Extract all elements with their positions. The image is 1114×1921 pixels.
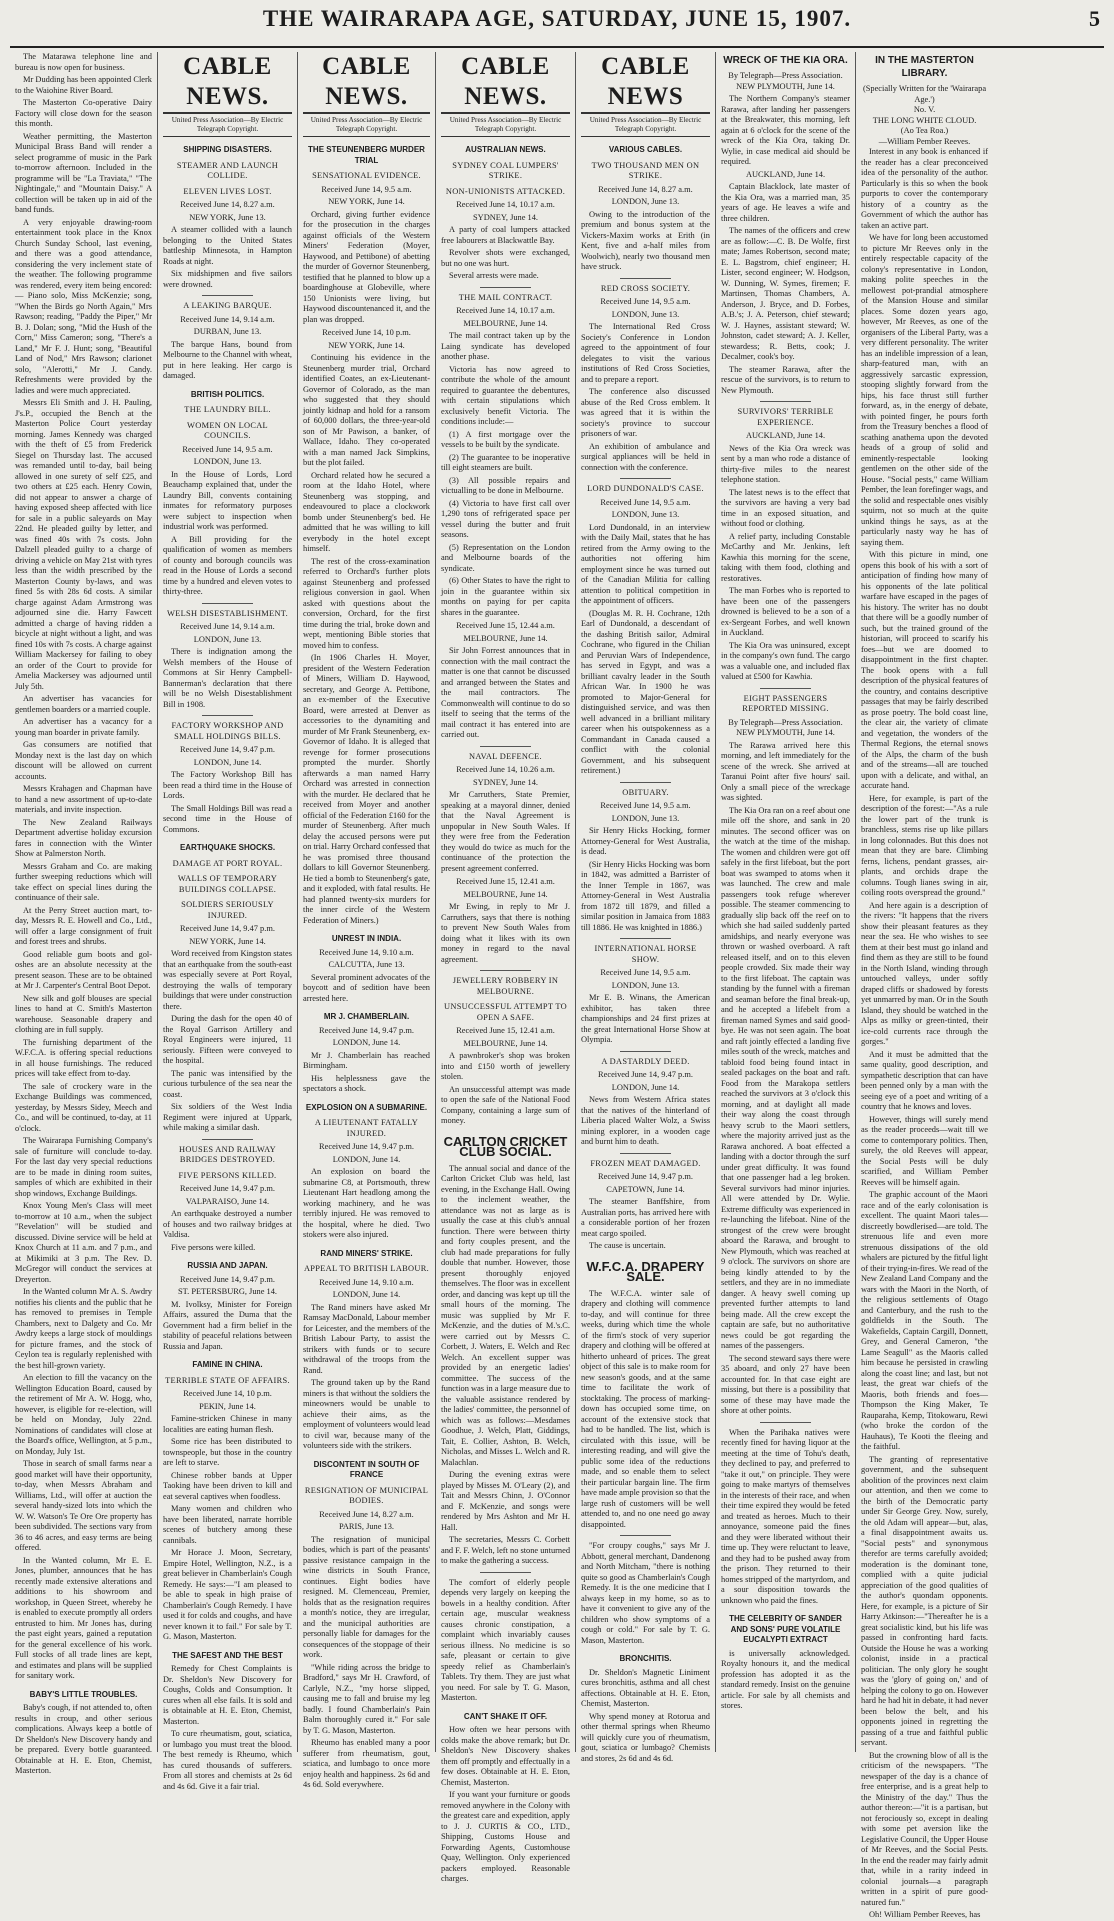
paragraph: The ground taken up by the Rand miners is that without the soldiers the mineowners would be unable to achieve their aims, as the employment of volunteers would lead to civil war, because many of the volunteers side with the strikers. [303, 1378, 430, 1450]
paragraph: Interest in any book is enhanced if the reader has a clear preconceived idea of the personality of the author. Particularly is this so when the book purports to cover the contemporary history of a country as the Government of which the author has taken an active part. [861, 147, 988, 230]
centered-line: (Ao Tea Roa.) [900, 126, 949, 135]
paragraph: Lord Dundonald, in an interview with the Daily Mail, states that he has retired from the Army owing to the authorities not offering him employment since he was turned out of the Canadian Militia for calling attention to political competition in the appointment of officers. [581, 522, 710, 605]
paragraph: The W.F.C.A. winter sale of drapery and clothing will commence to-day, and will continue for three weeks, during which time the whole of the firm's stock of very superior drapery and clothing will be offered at hitherto unheard of prices. The great object of this sale is to make room for new season's goods, and at the same time to facilitate the work of stocktaking. The process of marking-down has occupied some time, on account of the extensive stock that had to be handled. The list, which is circulated with this issue, will be interesting reading, and will give the public some idea of the reductions made, and so enable them to select their particular bargain line. The firm have made ample provision so that the large rush of customers will be well attended to, and no one need go away disappointed. [581, 1288, 710, 1529]
subheading: JEWELLERY ROBBERY IN MELBOURNE. [452, 976, 559, 996]
paragraph: In the Wanted column Mr A. S. Awdry notifies his clients and the public that he has removed to premises in Temple Chambers, next to Dalgety and Co. Mr Awdry keeps a large stock of mouldings for picture frames, and the stock of Ceylon tea is regularly replenished with the best hill-grown variety. [15, 1287, 152, 1370]
centered-line: (Specially Written for the 'Wairarapa Age.') [862, 84, 987, 104]
dateline: LONDON, June 14. [332, 1154, 401, 1164]
received-line: Received June 14, 9.5 a.m. [600, 497, 691, 507]
paragraph: His helplessness gave the spectators a shock. [303, 1073, 430, 1093]
paragraph: Sir John Forrest announces that in connection with the mail contract the matter is one that cannot be discussed and arranged between the States and the mail contractors. The Commonwealth will continue to do so itself to seeing that the terms of the mail contract it has entered into are carried out. [441, 646, 570, 739]
dateline: NEW PLYMOUTH, June 14. [736, 81, 835, 91]
received-line: Received June 14, 9.47 p.m. [180, 924, 275, 933]
paragraph: (4) Victoria to have first call over 1,290 tons of refrigerated space per vessel during the butter and fruit seasons. [441, 498, 570, 539]
divider [202, 1139, 254, 1140]
paragraph: Weather permitting, the Masterton Municipal Brass Band will render a select programme of music in the Park to-morrow afternoon. Included in the programme will be "La Traviata," "The Nightingale," and "Mountain Daisy." A collection will be taken up in aid of the band funds. [15, 131, 152, 214]
paragraph: Here, for example, is part of the description of the forest:—"As a rule the lower part of the trunk is branchless, stems rise up like pillars in long colonnades. But this does not mean that they are bare. Climbing ferns, lichens, pendant grasses, air-plants, and orchids drape the columns. Tough lianes swing in air, coiling roots overspread the ground." [861, 793, 988, 897]
paragraph: The Matarawa telephone line and bureau is now open for business. [15, 52, 152, 72]
paragraph: Sir Henry Hicks Hocking, former Attorney-General for West Australia, is dead. [581, 826, 710, 856]
paragraph: Gas consumers are notified that Monday next is the last day on which discount will be allowed on current accounts. [15, 740, 152, 781]
paragraph: The Small Holdings Bill was read a second time in the House of Commons. [163, 803, 292, 834]
dateline: NEW PLYMOUTH, June 14. [736, 728, 835, 737]
paragraph: An earthquake destroyed a number of houses and two railway bridges at Valdisa. [163, 1209, 292, 1239]
divider [620, 478, 672, 479]
dateline: LONDON, June 13. [611, 510, 680, 519]
received-line: Received June 14, 8.27 a.m. [180, 200, 275, 209]
paragraph: Why spend money at Rotorua and other thermal springs when Rheumo will quickly cure you of rheumatism, gout, sciatica or lumbago? Chemists and stores, 2s 6d and 4s 6d. [581, 1711, 710, 1763]
paragraph: A Bill providing for the qualification of women as members of county and borough councils was read in the House of Lords a second time by a hundred and eleven votes to thirty-three. [163, 534, 292, 596]
received-line: Received June 15, 12.41 a.m. [456, 1026, 555, 1035]
column-6 [716, 52, 856, 1752]
subheading: SURVIVORS' TERRIBLE EXPERIENCE. [737, 407, 834, 427]
byline: United Press Association—By Electric Telegraph Copyright. [163, 116, 292, 137]
subheading: THE MAIL CONTRACT. [458, 292, 553, 302]
paragraph: (Sir Henry Hicks Hocking was born in 1842, was admitted a Barrister of the Inner Temple in 1867, was Attorney-General in West Australia from 1872 till 1879, and filled a similar position in Jamaica from 1883 till 1886. He was knighted in 1886.) [581, 859, 710, 932]
paragraph: The steamer Banffshire, from Australian ports, has arrived here with a considerable portion of her frozen meat cargo spoiled. [581, 1197, 710, 1238]
dateline: CALCUTTA, June 13. [328, 960, 405, 969]
dateline: LONDON, June 14. [193, 757, 262, 767]
byline: United Press Association—By Electric Telegraph Copyright. [303, 116, 430, 137]
paragraph: How often we hear persons with colds make the above remark; but Dr. Sheldon's New Discovery shakes them off promptly and effectually in a few doses. Obtainable at H. E. Eton, Chemist, Masterton. [441, 1725, 570, 1787]
article-heading: BRITISH POLITICS. [190, 389, 265, 399]
subheading: FROZEN MEAT DAMAGED. [590, 1158, 701, 1168]
dateline: SYDNEY, June 14. [473, 777, 538, 787]
paragraph: Dr. Sheldon's Magnetic Liniment cures bronchitis, asthma and all chest affections. Obtainable at H. E. Eton, Chemist, Masterton. [581, 1667, 710, 1708]
dateline: NEW YORK, June 14. [328, 340, 405, 350]
paragraph: The Northern Company's steamer Rarawa, after landing her passengers at the Breakwater, this morning, left again at 6 o'clock for the scene of the wreck of the Kia Ora, taking Dr. Wylie, in case medical aid should be required. [721, 94, 850, 166]
article-heading: THE STEUNENBERG MURDER TRIAL [308, 145, 425, 165]
paragraph: The Rarawa arrived here this morning, and left immediately for the scene of the wreck. She arrived at Taranui Point after five hours' sail. Only a small piece of the wreckage was sighted. [721, 740, 850, 802]
paragraph: A very enjoyable drawing-room entertainment took place in the Knox Church Sunday School, last evening, and there was a good attendance, considering the very inclement state of the weather. The following programme was rendered, every item being encored:— Piano solo, Miss McKenzie; song, "When the Birds go North Again," Mrs Rawson; reading, "Paddy the Piper," Mr B. J. Dolan; song, "Mid the Hush of the Corn," Miss Cameron; song, "There's a Land," Mr F. J. Hunt; song, "Beautiful Land of Nod," Mrs Rawson; clarionet solo, "Alerotti," Mr J. Candy. Refreshments were provided by the ladies and were much appreciated. [15, 217, 152, 395]
subheading: RESIGNATION OF MUNICIPAL BODIES. [304, 1485, 429, 1505]
paragraph: There is indignation among the Welsh members of the House of Commons at Sir Henry Campbell-Bannerman's declaration that there will be no Welsh Disestablishment Bill in 1908. [163, 647, 292, 709]
paragraph: An advertiser has a vacancy for a young man boarder in private family. [15, 717, 152, 737]
paragraph: During the dash for the open 40 of the Royal Garrison Artillery and Royal Engineers were injured, 11 seriously. Fifteen were conveyed to the hospital. [163, 1014, 292, 1065]
paragraph: Several arrests were made. [449, 271, 539, 280]
received-line: Received June 14, 9.47 p.m. [180, 745, 275, 754]
subheading: A LEAKING BARQUE. [183, 301, 272, 310]
paragraph: New silk and golf blouses are special lines to hand at C. Smith's Masterton warehouse. Seasonable drapery and clothing are in full supply. [15, 993, 152, 1034]
received-line: Received June 14, 9.5 a.m. [182, 444, 273, 454]
dateline: PEKIN, June 14. [199, 1401, 256, 1411]
divider [620, 1535, 672, 1536]
paragraph: (5) Representation on the London and Melbourne boards of the syndicate. [441, 542, 570, 573]
paragraph: The Kia Ora was uninsured, except in the company's own fund. The cargo was a valuable one, and included flax valued at £500 for Kawhia. [721, 640, 850, 681]
subheading: A LIEUTENANT FATALLY INJURED. [314, 1118, 419, 1138]
paragraph: Orchard related how he secured a room at the Idaho Hotel, where Steunenberg was stopping, and endeavoured to place a clockwork bomb under Steunenberg's bed. He admitted that he was willing to kill everybody in the hotel except himself. [303, 470, 430, 553]
dateline: LONDON, June 14. [611, 1082, 680, 1092]
article-heading: EXPLOSION ON A SUBMARINE. [305, 1102, 428, 1112]
paragraph: The latest news is to the effect that the survivors are having a very bad time in an exposed situation, and without food or clothing. [721, 487, 850, 528]
subheading: INTERNATIONAL HORSE SHOW. [594, 944, 697, 964]
paragraph: Messrs Graham and Co. are making further sweeping reductions which will take effect on special lines during the continuance of their sale. [15, 861, 152, 902]
paragraph: The secretaries, Messrs C. Corbett and F. F. Welch, left no stone unturned to make the gathering a success. [441, 1535, 571, 1565]
article-heading: AUSTRALIAN NEWS. [465, 145, 546, 154]
received-line: Received June 14, 9.47 p.m. [598, 1172, 693, 1181]
centered-line: —William Pember Reeves. [878, 136, 971, 146]
subheading: RED CROSS SOCIETY. [600, 283, 691, 293]
section-masthead: CABLE NEWS. [163, 52, 292, 114]
subheading: WOMEN ON LOCAL COUNCILS. [187, 420, 268, 440]
page-number: 5 [1089, 6, 1100, 31]
paragraph: An unsuccessful attempt was made to open the safe of the National Food Company, containing a large sum of money. [441, 1084, 570, 1125]
paragraph: Mr Carruthers, State Premier, speaking at a mayoral dinner, denied that the Naval Agreement is unpopular in New South Wales. If they were free from the Federation they would do twice as much for the continuance of the protection the present agreement conferred. [441, 790, 570, 873]
paragraph: (In 1906 Charles H. Moyer, president of the Western Federation of Miners, William D. Haywood, secretary, and George A. Pettibone, an ex-member of the Executive Board, were arrested at Denver as accessories to the dynamiting and murder of Mr Frank Steunenberg, ex-Governor of Idaho. It is alleged that revenge for former prosecutions prompted the murder. Shortly afterwards a man named Harry Orchard was arrested in connection with the murder. He declared that he received from Moyer and another official of the Federation £160 for the murder of Steunenberg. After much delay the accused persons were put on trial. Harry Orchard confessed that he was promised three thousand dollars to kill Governor Steunenberg. He tied a bomb to Steunenberg's gate, and it exploded, with fatal results. He had planned twenty-six murders for the inner circle of the Western Federation of Miners.) [303, 653, 430, 925]
dateline: MELBOURNE, June 14. [463, 318, 548, 328]
paragraph: "While riding across the bridge to Bradford," says Mr H. Crawford, of Carlyle, N.Z., "my horse slipped, causing me to fall and bruise my leg badly. I found Chamberlain's Pain Balm thoroughly cured it." For sale by T. G. Mason, Masterton. [303, 1662, 430, 1735]
paragraph: Several prominent advocates of the boycott and of sedition have been arrested here. [303, 972, 430, 1003]
dateline: VALPARAISO, June 14. [185, 1196, 270, 1206]
column-7 [856, 52, 993, 1919]
received-line: Received June 15, 12.44 a.m. [456, 621, 555, 630]
masthead [10, 6, 1104, 48]
paragraph: With this picture in mind, one opens this book of his with a sort of anticipation of finding how many of his opponents of the late political warfare have escaped in the pages of his history. The writer has no doubt that there will be a goodly number of such, but the trained ground of the historian, will proceed to scarify his foes—but we are doomed to disappointment in the first chapter. The book opens with a full description of the physical features of the country, and contains descriptive passages that may be fairly described as prose poetry. The bold coast line, the clear air, the variety of climate and vegetation, the wonders of the Thermal Regions, the eternal snows of the Alps, the charm of the bush and of the streams—all are touched upon with a delicate, and withal, an accurate hand. [861, 550, 988, 790]
paragraph: Word received from Kingston states that an earthquake from the south-east was especially severe at Port Royal, destroying the walls of temporary buildings that were under construction there. [163, 949, 292, 1011]
paragraph: The second steward says there were 35 aboard, and only 27 have been accounted for. In that case eight are missing, but there is a possibility that some of these may have made the shore at other points. [721, 1353, 850, 1415]
subheading: HOUSES AND RAILWAY BRIDGES DESTROYED. [178, 1144, 277, 1164]
centered-line: By Telegraph—Press Association. [728, 71, 843, 80]
paragraph: (2) The guarantee to be inoperative till eight steamers are built. [441, 452, 570, 472]
subheading: EIGHT PASSENGERS REPORTED MISSING. [742, 693, 829, 713]
received-line: Received June 14, 9.47 p.m. [319, 1142, 414, 1151]
subheading: FACTORY WORKSHOP AND SMALL HOLDINGS BILLS. [171, 721, 284, 741]
subheading: WALLS OF TEMPORARY BUILDINGS COLLAPSE. [177, 874, 278, 894]
received-line: Received June 14, 9.47 p.m. [319, 1025, 414, 1035]
dateline: LONDON, June 14. [332, 1290, 401, 1299]
paragraph: Some rice has been distributed to townspeople, but those in the country are left to starve. [163, 1437, 292, 1467]
article-heading: RUSSIA AND JAPAN. [187, 1261, 268, 1270]
paragraph: Five persons were killed. [171, 1242, 256, 1252]
column-5 [576, 52, 716, 1763]
divider [480, 970, 532, 971]
dateline: LONDON, June 13. [611, 197, 680, 206]
article-heading: BRONCHITIS. [619, 1654, 672, 1663]
received-line: Received June 14, 9.5 a.m. [600, 801, 691, 810]
subheading: NAVAL DEFENCE. [469, 751, 542, 761]
divider [480, 1572, 532, 1573]
divider [202, 295, 254, 296]
received-line: Received June 14, 9.47 p.m. [180, 1274, 275, 1284]
subheading: UNSUCCESSFUL ATTEMPT TO OPEN A SAFE. [444, 1002, 567, 1022]
received-line: Received June 14, 9.10 a.m. [319, 947, 414, 957]
paragraph: The comfort of elderly people depends very largely on keeping the bowels in a healthy condition. After certain age, muscular weakness causes chronic constipation, a complaint which invariably causes serious illness. No medicine is so safe, pleasant or certain to give speedy relief as Chamberlain's Tablets. Try them. They are just what you need. For sale by T. G. Mason, Masterton. [441, 1577, 570, 1702]
dateline: LONDON, June 13. [193, 457, 262, 466]
paragraph: The barque Hans, bound from Melbourne to the Channel with wheat, put in here leaking. Her cargo is damaged. [163, 339, 292, 380]
paragraph: Mr J. Chamberlain has reached Birmingham. [303, 1050, 430, 1070]
paragraph: The Kia Ora ran on a reef about one mile off the shore, and sank in 20 minutes. The second officer was on the watch at the time of the mishap. The women and children were got off safely in the first lifeboat, but the port boat was swamped to atoms when it was launched. The crew and male passengers took refuge wherever possible. The steamer commencing to gradually slip back off the reef on to which she had sailed suddenly parted amidships, and nearly everyone was thrown or washed overboard. A raft released itself, and on to this eleven people crowded. Six made their way to the first lifeboat. The captain was standing by the funnel with a fireman and seaman before the final break-up, and he accepted a lifebelt from a fireman named Symes and said good-bye. He was not seen again. The boat and raft jointly effected a landing five miles south of the wreck, matches and tabloid food being found intact in sealed packages on the boat and raft. Food from the Marakopa settlers reached the survivors at 3 o'clock this morning, and at daylight all made their way along the coast through heavy scrub to the Maori settlers, where the majority arrived just as the Rarawa anchored. A boat effected a landing with a doctor through the surf under great difficulty. It was found that one passenger had a leg broken. Several survivors had minor injuries. All were attended by Dr. Wylie. Extreme difficulty was experienced in re-launching the lifeboat. Nine of the strongest of the crew were brought aboard the Rarawa, and brought to New Plymouth, which was reached at 9 o'clock. The survivors on shore are being kindly attended to by the settlers, and they are in no immediate danger. A heavy swell coming up prevented further attempts to land being made. All the crew except the captain are safe, but no authoritative news could be got regarding the names of the passengers. [721, 805, 850, 1350]
divider [480, 746, 532, 747]
subheading: A DASTARDLY DEED. [601, 1056, 690, 1066]
dateline: LONDON, June 13. [193, 634, 262, 644]
paragraph: Chinese robber bands at Upper Taoking have been driven to kill and eat several captives when foodless. [163, 1470, 292, 1501]
dateline: NEW YORK, June 14. [328, 197, 405, 206]
byline: United Press Association—By Electric Telegraph Copyright. [581, 116, 710, 137]
received-line: Received June 14, 10.17 a.m. [456, 306, 555, 315]
dateline: SYDNEY, June 14. [473, 212, 538, 222]
divider [202, 603, 254, 604]
dateline: ST. PETERSBURG, June 14. [178, 1287, 277, 1296]
divider [620, 938, 672, 939]
paragraph: During the evening extras were played by Misses M. O'Leary (2), and Tait and Messrs Chinn, J. O'Connor and F. McKenzie, and songs were rendered by Mrs Ashton and Mr H. Hall. [441, 1470, 570, 1532]
paragraph: Remedy for Chest Complaints is Dr. Sheldon's New Discovery for Coughs, Colds and Consumption. It cures when all else fails. It is sold and is obtainable at H. E. Eton, Chemist, Masterton. [163, 1664, 292, 1726]
paragraph: Revolver shots were exchanged, but no one was hurt. [441, 248, 570, 268]
paragraph: Baby's cough, if not attended to, often results in croup, and other serious complications. Always keep a bottle of Dr Sheldon's New Discovery handy and be prepared. Every bottle guaranteed. Obtainable at H. E. Eton, Chemist, Masterton. [15, 1703, 152, 1775]
subheading: TWO THOUSAND MEN ON STRIKE. [591, 160, 700, 180]
subheading: OBITUARY. [622, 787, 669, 797]
article-heading: EARTHQUAKE SHOCKS. [179, 843, 276, 852]
paragraph: The annual social and dance of the Carlton Cricket Club was held, last evening, in the Exchange Hall. Owing to the inclement weather, the attendance was not as large as is usually the case at this club's annual function. There were between thirty and forty couples present, and the club had made preparations for fully double that number. However, those present thoroughly enjoyed themselves. The floor was in excellent order, and dancing was kept up till the small hours of the morning. The music was supplied by Mr F. McKenzie, and the duties of M.'s.C. were carried out by Messrs C. Corbett, J. Waters, E. Welch and Rec Welch. An excellent supper was provided by an energetic ladies' committee. The success of the function was in a large measure due to the valuable assistance rendered by the ladies' committee, the personnel of which was as follows:—Mesdames Goodhue, J. Welch, Platt, Giddings, Tait, E. Collier, Ashton, B. Welch, Nicholas, and Misses L. Welch and R. Malachlan. [441, 1163, 570, 1467]
feature-heading: CARLTON CRICKET CLUB SOCIAL. [443, 1133, 568, 1159]
received-line: Received June 14, 9.5 a.m. [600, 968, 691, 977]
paragraph: But the crowning blow of all is the criticism of the newspapers. "The newspaper of the day is a chance of free enterprise, and is a great help to the Ministry of the day." Thus the author thereon:—"it is a partisan, but not ferociously so, except in dealing with some pet aversion like the Legislative Council, the Upper House of Mr Reeves, and the Social Pests. In the end the reader may fairly admit that, while in a rarity indeed in colonial journals—a paragraph written in a spirit of pure good-natured fun." [861, 1750, 988, 1907]
centered-line: THE LONG WHITE CLOUD. [872, 115, 977, 125]
subheading: FIVE PERSONS KILLED. [178, 1170, 277, 1180]
paragraph: The Rand miners have asked Mr Ramsay MacDonald, Labour member for Leicester, and the members of the British Labour Party, to assist the strikers with funds or to secure withdrawal of the troops from the Rand. [303, 1302, 430, 1375]
paragraph: Rheumo has enabled many a poor sufferer from rheumatism, gout, sciatica, and lumbago to once more enjoy health and happiness. 2s 6d and 4s 6d. Sold everywhere. [303, 1738, 430, 1789]
paragraph: Mr E. B. Winans, the American exhibitor, has taken three championships and 24 first prizes at the great International Horse Show at Olympia. [581, 993, 710, 1044]
paragraph: We have for long been accustomed to picture Mr Reeves only in the entirely respectable capacity of the colony's representative in London, making polite speeches in the mellowest pot-prandial atmosphere of the Mansion House and similar places. Some dozen years ago, however, Mr Reeves, as one of the organisers of the Liberal Party, was a very different personality. The writer has an indelible impression of a lean, sharp-featured man, with an aggressively sarcastic expression, stooping slightly forward from the hips, his face thrust still further forward, as, in the energy of debate, with pointed finger, he pours forth from the Treasury benches a flood of scathing anathema upon the devoted heads of a group of solid and eminently-respectable looking gentlemen on the other side of the House. "Social pests," came William Pember, the lean forefinger wags, and the solid and respectable ones visibly squirm, not so much at the quite unkind things he says, as at the particularly nasty way he has of saying them. [861, 233, 988, 547]
dateline: LONDON, June 13. [611, 980, 680, 990]
dateline: PARIS, June 13. [338, 1522, 395, 1531]
paragraph: News from Western Africa states that the natives of the hinterland of Liberia placed Walter Wolz, a Swiss mining explorer, in a wooden cage and burnt him to death. [581, 1095, 710, 1146]
dateline: NEW YORK, June 14. [189, 936, 266, 946]
paragraph: The sale of crockery ware in the Exchange Buildings was commenced, yesterday, by Messrs Sidey, Meech and Co., and will be continued, to-day, at 11 o'clock. [15, 1081, 152, 1133]
paragraph: The steamer Rarawa, after the rescue of the survivors, is to return to New Plymouth. [721, 364, 850, 395]
article-heading: VARIOUS CABLES. [608, 145, 683, 154]
paragraph: In the Wanted column, Mr E. E. Jones, plumber, announces that he has recently made extensive alterations and additions to his showroom and workshop, in Queen Street, whereby he is enabled to execute promptly all orders entrusted to him. Mr Jones has, during the past eight years, gained a reputation for the general excellence of his work. Full stocks of all trade lines are kept, and estimates and plans will be supplied for sanitary work. [15, 1555, 152, 1680]
article-heading: MR J. CHAMBERLAIN. [323, 1012, 410, 1021]
paragraph: A party of coal lumpers attacked free labourers at Blackwattle Bay. [441, 225, 570, 245]
received-line: Received June 14, 9.14 a.m. [180, 314, 275, 324]
subheading: DAMAGE AT PORT ROYAL. [172, 858, 283, 868]
paragraph: A relief party, including Constable McCarthy and Mr. Jenkins, left Kawhia this morning for the scene, taking with them food, clothing and restoratives. [721, 531, 850, 583]
paragraph: The Wairarapa Furnishing Company's sale of furniture will conclude to-day. For the last day very special reductions are to be made in dining room suites, samples of which are exhibited in their shop windows, Exchange Buildings. [15, 1136, 152, 1198]
paragraph: Owing to the introduction of the premium and bonus system at the Vickers-Maxim works at Erith (in Kent, five and a-half miles from Woolwich), nearly two thousand men have struck. [581, 209, 710, 271]
paragraph: An exhibition of ambulance and surgical appliances will be held in connection with the conference. [581, 441, 710, 472]
dateline: MELBOURNE, June 14. [463, 1038, 548, 1048]
paragraph: News of the Kia Ora wreck was sent by a man who rode a distance of thirty-five miles to the nearest telephone station. [721, 443, 850, 484]
paragraph: In the House of Lords, Lord Beauchamp explained that, under the Laundry Bill, convents containing inmates for reformatory purposes were subject to inspection when industrial work was performed. [163, 469, 292, 531]
paragraph: Mr Ewing, in reply to Mr J. Carruthers, says that there is nothing to prevent New South Wales from doing what it likes with its own money in regard to the naval agreement. [441, 902, 570, 964]
paragraph: The furnishing department of the W.F.C.A. is offering special reductions in all house furnishings. The reduced prices will take effect from to-day. [15, 1037, 152, 1078]
paragraph: The man Forbes who is reported to have been one of the passengers drowned is believed to be a son of a ex-Sergeant Forbes, and well known in Auckland. [721, 586, 850, 637]
subheading: LORD DUNDONALD'S CASE. [587, 484, 704, 493]
paragraph: Famine-stricken Chinese in many localities are eating human flesh. [163, 1414, 292, 1434]
divider [620, 1153, 672, 1154]
paragraph: Orchard, giving further evidence for the prosecution in the charges against officials of the Western Miners' Federation (Moyer, Haywood, and Pettibone) of abetting the murder of Governor Steunenberg, testified that he planned to blow up a boardinghouse at Globeville, where 150 Unionists were living, but Haywood discountenanced it, and the plan was dropped. [303, 209, 430, 324]
dateline: MELBOURNE, June 14. [463, 889, 548, 899]
received-line: Received June 14, 10 p.m. [183, 1389, 272, 1398]
received-line: Received June 14, 9.5 a.m. [600, 297, 691, 306]
subheading: THE LAUNDRY BILL. [184, 405, 271, 414]
newspaper-title: THE WAIRARAPA AGE, SATURDAY, JUNE 15, 1907. [262, 6, 852, 31]
paragraph: The granting of representative government, and the subsequent abolition of the provinces next claim our attention, and then we come to the birth of the Democratic party under Sir George Grey. Now, surely, the old Adam will appear—but, alas, a final disappointment awaits us. "Social pests" and synonymous therefor are terms carefully avoided; moderation is the dominant tone, complied with a quite judicial appreciation of the good qualities of the author's quondam opponents. Here, for example, is a picture of Sir Harry Atkinson:—"Thereafter he is a great socialistic kind, but his life was passed in confronting hard facts. Outside the House he was a working colonist, inside in a practical politician. The only glory he sought was the 'glory of going on,' and of helping the colony to go on. However hard he had hit in debate, it had never been below the belt, and his opponents joined in regretting the passing of a true and faithful public servant. [861, 1454, 988, 1747]
paragraph: Continuing his evidence in the Steunenberg murder trial, Orchard identified Coates, an ex-Lieutenant-Governor of Colorado, as the man who suggested that they should jointly kidnap and hold for a ransom of 60,000 dollars, the three-year-old son of Mr Pawison, a banker, of Wallace, Idaho. They co-operated with a man named Jack Simpkins, but the plot failed. [303, 353, 430, 467]
paragraph: An election to fill the vacancy on the Wellington Education Board, caused by the retirement of Mr A. W. Hogg, who, however, is eligible for re-election, will be held on Monday, July 22nd. Nominations of candidates will close at the Board's office, Wellington, at 5 p.m., on Monday, July 1st. [15, 1373, 152, 1456]
paragraph: Those in search of small farms near a good market will have their opportunity, to-day, when Messrs Abraham and Williams, Ltd., will offer at auction the several handy-sized lots into which the W. W. Watson's Te Ore Ore property has been subdivided. The sections vary from 36 to 46 acres, and easy terms are being offered. [15, 1459, 152, 1552]
paragraph: Mr Horace J. Moon, Secretary, Empire Hotel, Wellington, N.Z., is a great believer in Chamberlain's Cough Remedy. He says:—"I am pleased to be able to speak in high praise of Chamberlain's Cough Remedy. I have used it for colds and coughs, and have never known it to fail." For sale by T. G. Mason, Masterton. [163, 1548, 292, 1641]
centered-line: By Telegraph—Press Association. [728, 717, 843, 727]
received-line: Received June 14, 9.5 a.m. [321, 184, 412, 194]
paragraph: Captain Blacklock, late master of the Kia Ora, was a married man, 35 years of age. He leaves a wife and three children. [721, 182, 850, 223]
paragraph: The mail contract taken up by the Laing syndicate has developed another phase. [441, 331, 570, 361]
paragraph: Knox Young Men's Class will meet to-morrow at 10 a.m., when the subject "Revelation" will be studied and discussed. Divine service will be held at Knox Church at 11 a.m. and 7 p.m., and at Mikimiki at 3 p.m. The Rev. D. McGregor will conduct the services at Dreyerton. [15, 1201, 152, 1284]
paragraph: However, things will surely mend as the reader proceeds—wait till we come to contemporary politics. Then, surely, the old Reeves will appear, the Social Pests will be duly scarified, and William Pember Reeves will be himself again. [861, 1114, 988, 1187]
paragraph: The graphic account of the Maori race and of the early colonisation is excellent. The quaint Maori tales—discreetly bowdlerised—are told. The strenuous life and even more strenuous dissipations of the old whalers are pictured by the fitful light of their trying-in-fires. We read of the New Zealand Land Company and the wars with the Maori in the North, of the religious settlements of Otago and Canterbury, and the rush to the goldfields in the South. The Wakefields, Captain Cargill, Donnett, Grey, and General Cameron, "the Lame Seagull" as the Maoris called him because he persisted in crawling along the coast line; and last, but not least, the great war chiefs of the Maoris, both friends and foes—Thompson the King Maker, Te Rauparaha, Kemp, Titokowaru, Rewi (who broke the cordon of the Hauhaus), Te Kooti the fleeing and the faithful. [861, 1190, 988, 1451]
paragraph: Mr Dudding has been appointed Clerk to the Waiohine River Board. [15, 75, 152, 95]
divider [760, 1422, 812, 1423]
received-line: Received June 14, 8.27 a.m. [319, 1509, 414, 1519]
paragraph: If you want your furniture or goods removed anywhere in the Colony with the greatest care and expedition, apply to J. J. CURTIS & CO., LTD., Shipping, Customs House and Forwarding Agents, Customhouse Quay, Wellington. Only experienced packers employed. Reasonable charges. [441, 1790, 570, 1883]
paragraph: "For croupy coughs," says Mr J. Abbott, general merchant, Dandenong and North Mitcham, "there is nothing quite so good as Chamberlain's Cough Remedy. It is the one medicine that I always keep in my home, so as to have it convenient to give any of the children who show symptoms of a cough or cold." For sale by T. G. Mason, Masterton. [581, 1541, 710, 1645]
paragraph: (6) Other States to have the right to join in the guarantee within six months on paying for per capita shares in the guarantee. [441, 576, 570, 617]
received-line: Received June 14, 10.26 a.m. [456, 765, 555, 774]
subheading: STEAMER AND LAUNCH COLLIDE. [176, 160, 279, 180]
received-line: Received June 14, 8.27 a.m. [598, 184, 693, 194]
received-line: Received June 14, 10.17 a.m. [456, 200, 555, 209]
article-heading: CAN'T SHAKE IT OFF. [463, 1711, 548, 1721]
dateline: NEW YORK, June 13. [189, 212, 266, 222]
column-heading: IN THE MASTERTON LIBRARY. [875, 55, 974, 79]
subheading: NON-UNIONISTS ATTACKED. [445, 186, 566, 196]
column-1 [10, 52, 158, 1775]
article-heading: THE CELEBRITY OF SANDER AND SONS' PURE VOLATILE EUCALYPTI EXTRACT [729, 1614, 842, 1644]
dateline: AUCKLAND, June 14. [745, 431, 826, 440]
feature-heading: W.F.C.A. DRAPERY SALE. [586, 1258, 705, 1284]
paragraph: The rest of the cross-examination referred to Orchard's further plots against Steunenberg and professed religious conversion in gaol. When asked with questions about the conversion, Orchard, for the first time during the trial, broke down and wept, mentioning Bible stories that moved him to confess. [303, 556, 430, 650]
received-line: Received June 14, 9.10 a.m. [319, 1277, 414, 1287]
subheading: TERRIBLE STATE OF AFFAIRS. [165, 1375, 290, 1385]
subheading: WELSH DISESTABLISHMENT. [167, 608, 288, 618]
paragraph: Victoria has now agreed to contribute the whole of the amount required to guarantee the debentures, with certain stipulations which exclusively benefit Victoria. The conditions include:— [441, 364, 570, 426]
paragraph: When the Parihaka natives were recently fined for having liquor at the meeting at the time of Tohu's death, they declined to pay, and preferred to "take it out," on principle. They were going to make martyrs of themselves in the interests of their race, and when their time expired they would be feted and treated as heroes. Much to their annoyance, someone paid the fines and they were liberated without their time up. They were reluctant to leave, and they had to be pushed away from the prison. They returned to their homes stripped of the martyrdom, and a sour disposition towards the unknown who paid the fines. [721, 1427, 850, 1605]
article-heading: UNREST IN INDIA. [331, 934, 402, 943]
paragraph: The conference also discussed abuse of the Red Cross emblem. It was agreed that it is within the society's province to succour prisoners of war. [581, 387, 710, 438]
paragraph: To cure rheumatism, gout, sciatica, or lumbago you must treat the blood. The best remedy is Rheumo, which has cured thousands of sufferers. From all stores and chemists at 2s 6d and 4s 6d. Give it a fair trial. [163, 1729, 292, 1791]
centered-line: No. V. [913, 105, 936, 114]
column-4 [436, 52, 576, 1883]
paragraph: A pawnbroker's shop was broken into and £150 worth of jewellery stolen. [441, 1051, 570, 1081]
divider [620, 782, 672, 783]
received-line: Received June 14, 9.47 p.m. [180, 1184, 275, 1193]
paragraph: The panic was intensified by the curious turbulence of the sea near the coast. [163, 1068, 292, 1099]
paragraph: The Masterton Co-operative Dairy Factory will close down for the season this month. [15, 98, 152, 128]
paragraph: The resignation of municipal bodies, which is part of the peasants' passive resistance campaign in the wine districts in South France, continues. Eight bodies have resigned. M. Clemenceau, Premier, holds that as the resignation requires a month's notice, they are irregular, and the municipal authorities are personally liable for damages for the consequences of the stoppage of their work. [303, 1534, 430, 1659]
paragraph: The International Red Cross Society's Conference in London agreed to the appointment of four delegates to visit the various institutions of Red Cross Societies, and to prepare a report. [581, 322, 710, 384]
paragraph: Messrs Eli Smith and J. H. Pauling, J's.P., occupied the Bench at the Masterton Police Court yesterday morning. James Kennedy was charged with the theft of £5 from Frederick Siegel on Thursday last. The accused was remanded until to-day, bail being allowed in one surety of self £25, and two others at £25 each. Henry Cowin, did not appear to answer a charge of having exposed sheep affected with lice for sale in a public saleyards on May 22nd. He pleaded guilty by letter, and was fined 40s with 7s costs. John Dalzell pleaded guilty to a charge of driving a vehicle on May 21st with tyres less than the width prescribed by the Masterton County by-laws, and was fined 5s with 28s 6d costs. A similar charge against Adam Armstrong was adjourned sine die. Harry Fawcett admitted a charge of having ridden a bicycle at night without a light, and was fined 10s with 7s costs. A charge against William Mackersey for failing to obey an order of the Court to provide for Amelia Mackersey was adjourned until July 5th. [15, 398, 152, 691]
divider [760, 688, 812, 689]
divider [760, 401, 812, 402]
subheading: SYDNEY COAL LUMPERS' STRIKE. [452, 160, 559, 180]
paragraph: M. Ivolksy, Minister for Foreign Affairs, assured the Duma that the Government had a firm belief in the stability of peaceful relations between Russia and Japan. [163, 1299, 292, 1351]
column-3 [298, 52, 436, 1789]
divider [620, 278, 672, 279]
paragraph: The Factory Workshop Bill has been read a third time in the House of Lords. [163, 770, 292, 800]
section-masthead: CABLE NEWS [581, 52, 710, 114]
paragraph: is universally acknowledged. Royalty honours it, and the medical profession has adopted it as the standard remedy. Insist on the genuine article. For sale by all chemists and stores. [721, 1648, 850, 1710]
section-masthead: CABLE NEWS. [303, 52, 430, 114]
received-line: Received June 15, 12.41 a.m. [456, 877, 555, 886]
paragraph: The names of the officers and crew are as follow:—C. B. De Wolfe, first mate; James Robertson, second mate; E. L. Bagstrom, chief engineer; H. Lister, second engineer; W. Hodgson, W. Dunning, W. Symes, firemen; F. Martinsen, Thomas Chambers, A. Anderson, J. Bryce, and D. Forbes, A.B.'s; J. A. Peterson, chief steward; W. J. Haynes, assistant steward; W. Johnston, cadet steward; A. J. Keller, stewardess; R. Betts, cook; J. Decalmer, cook's boy. [721, 226, 850, 361]
divider [620, 1051, 672, 1052]
article-heading: BABY'S LITTLE TROUBLES. [29, 1689, 138, 1699]
paragraph: An advertiser has vacancies for gentlemen boarders or a married couple. [15, 694, 152, 714]
paragraph: The New Zealand Railways Department advertise holiday excursion fares in connection with the Winter Show at Palmerston North. [15, 817, 152, 858]
paragraph: Six soldiers of the West India Regiment were injured at Uppark, while making a similar dash. [163, 1102, 292, 1132]
subheading: APPEAL TO BRITISH LABOUR. [303, 1264, 430, 1273]
dateline: LONDON, June 13. [611, 813, 680, 823]
paragraph: Six midshipmen and five sailors were drowned. [163, 269, 292, 289]
column-heading: WRECK OF THE KIA ORA. [723, 55, 848, 66]
column-2 [158, 52, 298, 1791]
dateline: MELBOURNE, June 14. [463, 633, 548, 643]
article-heading: RAND MINERS' STRIKE. [320, 1248, 413, 1258]
article-heading: FAMINE IN CHINA. [192, 1360, 263, 1369]
dateline: CAPETOWN, June 14. [606, 1184, 685, 1194]
dateline: DURBAN, June 13. [193, 327, 262, 336]
paragraph: (1) A first mortgage over the vessels to be built by the syndicate. [441, 429, 570, 449]
paragraph: Many women and children who have been liberated, narrate horrible scenes of butchery among these cannibals. [163, 1504, 292, 1545]
dateline: LONDON, June 13. [611, 309, 680, 319]
paragraph: Messrs Krahagen and Chapman have to hand a new assortment of up-to-date materials, and invite inspection. [15, 784, 152, 814]
columns [10, 52, 1104, 1919]
dateline: LONDON, June 14. [332, 1038, 401, 1047]
article-heading: DISCONTENT IN SOUTH OF FRANCE [313, 1459, 420, 1479]
divider [480, 287, 532, 288]
subheading: SENSATIONAL EVIDENCE. [312, 171, 421, 180]
paragraph: (3) All possible repairs and victualling to be done in Melbourne. [441, 475, 570, 495]
article-heading: SHIPPING DISASTERS. [183, 145, 272, 154]
paragraph: The cause is uncertain. [589, 1241, 666, 1250]
article-heading: THE SAFEST AND THE BEST [172, 1650, 283, 1660]
received-line: Received June 14, 10 p.m. [322, 328, 411, 337]
dateline: AUCKLAND, June 14. [745, 169, 826, 179]
subheading: SOLDIERS SERIOUSLY INJURED. [181, 900, 274, 920]
received-line: Received June 14, 9.47 p.m. [598, 1070, 693, 1079]
paragraph: An explosion on board the submarine C8, at Portsmouth, threw Lieutenant Hart headlong among the working machinery, and he was terribly injured. He was removed to the hospital, where he died. Two stokers were also injured. [303, 1167, 430, 1239]
paragraph: Oh! William Pember Reeves, has [869, 1910, 981, 1919]
section-masthead: CABLE NEWS. [441, 52, 570, 114]
received-line: Received June 14, 9.14 a.m. [180, 622, 275, 631]
divider [202, 715, 254, 716]
paragraph: Good reliable gum boots and gol-oshes are an absolute necessity at the present season. These are to be obtained at Mr J. Carpenter's Central Boot Depot. [15, 949, 152, 990]
paragraph: A steamer collided with a launch belonging to the United States battleship Minnesota, in Hampton Roads at night. [163, 225, 292, 266]
subheading: ELEVEN LIVES LOST. [183, 186, 272, 196]
paragraph: At the Perry Street auction mart, to-day, Messrs R. E. Howell and Co., Ltd., will offer a large consignment of fruit and forest trees and shrubs. [15, 905, 152, 946]
paragraph: And it must be admitted that the same quality, good description, and sympathetic description that can have been penned only by a man with the seeing eye of a poet and writing of a country that he knows and loves. [861, 1049, 988, 1111]
byline: United Press Association—By Electric Telegraph Copyright. [441, 116, 570, 137]
paragraph: (Douglas M. R. H. Cochrane, 12th Earl of Dundonald, a descendant of the dashing British sailor, Admiral Cochrane, who figured in the Chilian and Peruvian Wars of Independence, has served in Egypt, and was a brilliant cavalry leader in the South African War. In 1900 he was promoted to Major-General for distinguished service, and was then well advanced in a brilliant military career when his outspokenness as a Commandant in Canada caused a conflict with the colonial Government, and his subsequent retirement.) [581, 608, 710, 775]
paragraph: And here again is a description of the rivers: "It happens that the rivers show their pleasant features as they near the sea. He who wishes to see them at their best must go inland and find them as they are still to be found in the North Island, winding through untouched valleys, under softly draped cliffs or shadowed by forests yet unmarred by man. Or in the South Island, they should be watched in the Alps as milky or green-tinted, their ice-cold currents race through the gorges." [861, 900, 988, 1046]
